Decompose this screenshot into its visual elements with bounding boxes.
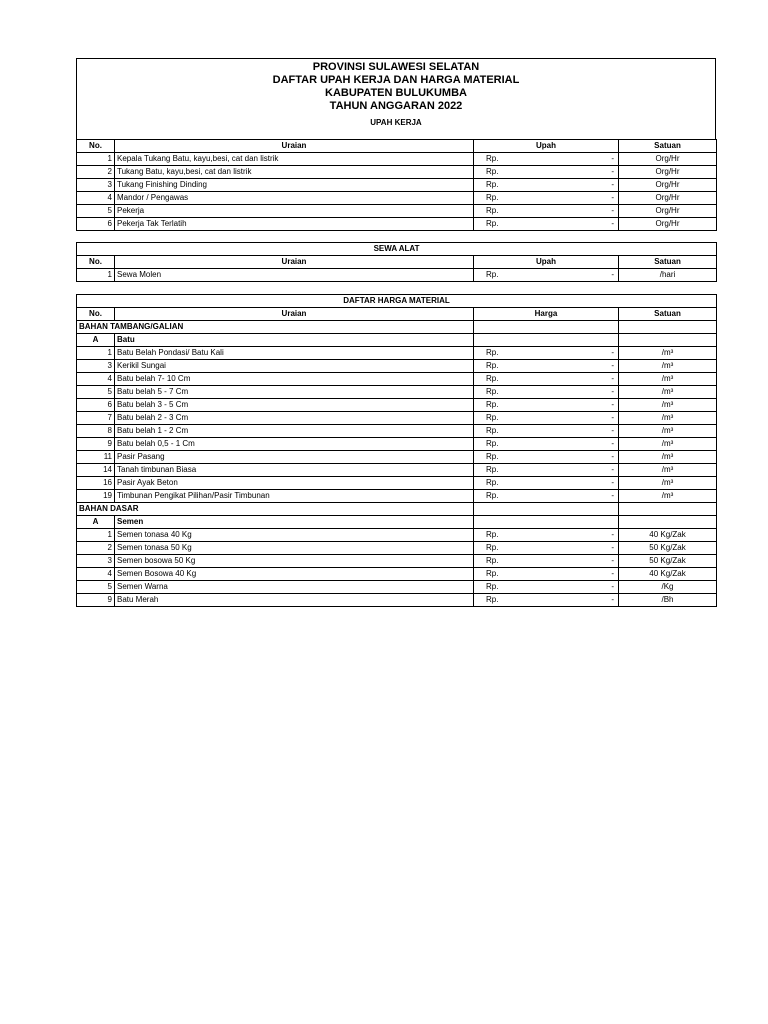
row-number: 5 — [77, 581, 115, 594]
empty-cell — [474, 321, 619, 334]
unit-label: /m³ — [619, 477, 717, 490]
col-header-uraian: Uraian — [115, 140, 474, 153]
sewa-alat-title: SEWA ALAT — [77, 243, 717, 256]
price-value: - — [515, 218, 619, 231]
empty-cell — [619, 334, 717, 347]
row-description: Batu belah 7- 10 Cm — [115, 373, 474, 386]
empty-cell — [474, 503, 619, 516]
unit-label: /m³ — [619, 490, 717, 503]
unit-label: /m³ — [619, 464, 717, 477]
row-number: 4 — [77, 373, 115, 386]
price-value: - — [515, 529, 619, 542]
group-header-row — [77, 321, 717, 334]
col-header-upah: Upah — [474, 140, 619, 153]
row-number: 19 — [77, 490, 115, 503]
header-title: DAFTAR UPAH KERJA DAN HARGA MATERIAL — [272, 74, 520, 86]
unit-label: Org/Hr — [619, 166, 717, 179]
col-header-satuan: Satuan — [619, 308, 717, 321]
empty-cell — [474, 334, 619, 347]
material-table — [76, 294, 717, 607]
price-value: - — [515, 451, 619, 464]
unit-label: Org/Hr — [619, 192, 717, 205]
unit-label: 50 Kg/Zak — [619, 542, 717, 555]
table-row — [77, 386, 717, 399]
col-header-no: No. — [77, 308, 115, 321]
row-number: 4 — [77, 192, 115, 205]
table-row — [77, 192, 717, 205]
row-description: Mandor / Pengawas — [115, 192, 474, 205]
unit-label: Org/Hr — [619, 179, 717, 192]
row-description: Batu belah 2 - 3 Cm — [115, 412, 474, 425]
table-row — [77, 399, 717, 412]
unit-label: /m³ — [619, 412, 717, 425]
price-value: - — [515, 205, 619, 218]
row-description: Semen bosowa 50 Kg — [115, 555, 474, 568]
price-value: - — [515, 153, 619, 166]
currency-label: Rp. — [474, 477, 515, 490]
row-description: Batu belah 5 - 7 Cm — [115, 386, 474, 399]
sewa-alat-title-row — [77, 243, 717, 256]
row-description: Semen tonasa 40 Kg — [115, 529, 474, 542]
unit-label: /m³ — [619, 386, 717, 399]
table-row — [77, 568, 717, 581]
currency-label: Rp. — [474, 179, 515, 192]
subgroup-header-row — [77, 516, 717, 529]
col-header-satuan: Satuan — [619, 140, 717, 153]
table-row — [77, 555, 717, 568]
currency-label: Rp. — [474, 581, 515, 594]
currency-label: Rp. — [474, 542, 515, 555]
price-value: - — [515, 373, 619, 386]
material-title: DAFTAR HARGA MATERIAL — [77, 295, 717, 308]
row-number: 2 — [77, 166, 115, 179]
currency-label: Rp. — [474, 153, 515, 166]
row-description: Pasir Pasang — [115, 451, 474, 464]
row-number: 1 — [77, 529, 115, 542]
price-value: - — [515, 477, 619, 490]
row-description: Tukang Finishing Dinding — [115, 179, 474, 192]
empty-cell — [474, 516, 619, 529]
unit-label: /m³ — [619, 399, 717, 412]
currency-label: Rp. — [474, 218, 515, 231]
price-value: - — [515, 412, 619, 425]
header-year: TAHUN ANGGARAN 2022 — [329, 100, 463, 112]
unit-label: /m³ — [619, 451, 717, 464]
empty-cell — [619, 516, 717, 529]
table-row — [77, 205, 717, 218]
col-header-uraian: Uraian — [115, 256, 474, 269]
row-number: 9 — [77, 438, 115, 451]
col-header-no: No. — [77, 140, 115, 153]
row-description: Semen tonasa 50 Kg — [115, 542, 474, 555]
price-value: - — [515, 269, 619, 282]
currency-label: Rp. — [474, 451, 515, 464]
row-number: 16 — [77, 477, 115, 490]
table-row — [77, 347, 717, 360]
row-description: Semen Warna — [115, 581, 474, 594]
row-description: Batu Merah — [115, 594, 474, 607]
table-row — [77, 451, 717, 464]
subgroup-code: A — [77, 334, 115, 347]
price-value: - — [515, 166, 619, 179]
currency-label: Rp. — [474, 438, 515, 451]
table-row — [77, 477, 717, 490]
table-row — [77, 412, 717, 425]
document-header — [76, 58, 716, 139]
row-description: Timbunan Pengikat Pilihan/Pasir Timbunan — [115, 490, 474, 503]
row-description: Pekerja — [115, 205, 474, 218]
currency-label: Rp. — [474, 192, 515, 205]
row-number: 4 — [77, 568, 115, 581]
row-number: 5 — [77, 386, 115, 399]
unit-label: 40 Kg/Zak — [619, 568, 717, 581]
col-header-satuan: Satuan — [619, 256, 717, 269]
group-label: BAHAN DASAR — [77, 503, 474, 516]
header-province: PROVINSI SULAWESI SELATAN — [312, 61, 480, 73]
empty-cell — [619, 321, 717, 334]
col-header-no: No. — [77, 256, 115, 269]
sewa-header-row — [77, 256, 717, 269]
sewa-alat-sheet — [76, 242, 716, 282]
unit-label: 50 Kg/Zak — [619, 555, 717, 568]
price-value: - — [515, 425, 619, 438]
col-header-harga: Harga — [474, 308, 619, 321]
subgroup-label: Semen — [115, 516, 474, 529]
price-value: - — [515, 192, 619, 205]
material-sheet — [76, 294, 716, 607]
sewa-alat-table — [76, 242, 717, 282]
unit-label: /m³ — [619, 425, 717, 438]
row-description: Batu belah 3 - 5 Cm — [115, 399, 474, 412]
unit-label: /m³ — [619, 360, 717, 373]
price-value: - — [515, 360, 619, 373]
price-value: - — [515, 542, 619, 555]
price-value: - — [515, 464, 619, 477]
row-number: 14 — [77, 464, 115, 477]
row-number: 1 — [77, 269, 115, 282]
row-description: Batu belah 0,5 - 1 Cm — [115, 438, 474, 451]
group-header-row — [77, 503, 717, 516]
row-description: Sewa Molen — [115, 269, 474, 282]
row-description: Tukang Batu, kayu,besi, cat dan listrik — [115, 166, 474, 179]
subgroup-label: Batu — [115, 334, 474, 347]
row-number: 3 — [77, 360, 115, 373]
row-number: 9 — [77, 594, 115, 607]
currency-label: Rp. — [474, 347, 515, 360]
currency-label: Rp. — [474, 490, 515, 503]
unit-label: /Kg — [619, 581, 717, 594]
currency-label: Rp. — [474, 386, 515, 399]
upah-header-row — [77, 140, 717, 153]
price-value: - — [515, 568, 619, 581]
group-label: BAHAN TAMBANG/GALIAN — [77, 321, 474, 334]
table-row — [77, 153, 717, 166]
row-number: 8 — [77, 425, 115, 438]
price-value: - — [515, 594, 619, 607]
row-description: Kerikil Sungai — [115, 360, 474, 373]
table-row — [77, 269, 717, 282]
currency-label: Rp. — [474, 555, 515, 568]
table-row — [77, 218, 717, 231]
unit-label: 40 Kg/Zak — [619, 529, 717, 542]
upah-kerja-sheet — [76, 58, 716, 231]
price-value: - — [515, 386, 619, 399]
material-header-row — [77, 308, 717, 321]
table-row — [77, 581, 717, 594]
unit-label: /hari — [619, 269, 717, 282]
currency-label: Rp. — [474, 425, 515, 438]
row-number: 3 — [77, 179, 115, 192]
price-value: - — [515, 581, 619, 594]
price-value: - — [515, 399, 619, 412]
material-title-row — [77, 295, 717, 308]
table-row — [77, 594, 717, 607]
header-regency: KABUPATEN BULUKUMBA — [325, 87, 467, 99]
row-number: 6 — [77, 399, 115, 412]
col-header-upah: Upah — [474, 256, 619, 269]
table-row — [77, 490, 717, 503]
unit-label: Org/Hr — [619, 218, 717, 231]
table-row — [77, 542, 717, 555]
table-row — [77, 464, 717, 477]
row-description: Batu Belah Pondasi/ Batu Kali — [115, 347, 474, 360]
unit-label: Org/Hr — [619, 205, 717, 218]
currency-label: Rp. — [474, 166, 515, 179]
currency-label: Rp. — [474, 269, 515, 282]
price-value: - — [515, 555, 619, 568]
upah-kerja-table — [76, 139, 717, 231]
table-row — [77, 179, 717, 192]
row-number: 11 — [77, 451, 115, 464]
currency-label: Rp. — [474, 464, 515, 477]
table-row — [77, 166, 717, 179]
row-number: 1 — [77, 153, 115, 166]
subgroup-code: A — [77, 516, 115, 529]
currency-label: Rp. — [474, 205, 515, 218]
row-description: Pekerja Tak Terlatih — [115, 218, 474, 231]
unit-label: /Bh — [619, 594, 717, 607]
currency-label: Rp. — [474, 360, 515, 373]
row-number: 3 — [77, 555, 115, 568]
row-description: Pasir Ayak Beton — [115, 477, 474, 490]
price-value: - — [515, 438, 619, 451]
table-row — [77, 529, 717, 542]
row-description: Kepala Tukang Batu, kayu,besi, cat dan listrik — [115, 153, 474, 166]
col-header-uraian: Uraian — [115, 308, 474, 321]
unit-label: /m³ — [619, 347, 717, 360]
row-description: Semen Bosowa 40 Kg — [115, 568, 474, 581]
currency-label: Rp. — [474, 412, 515, 425]
table-row — [77, 425, 717, 438]
unit-label: Org/Hr — [619, 153, 717, 166]
row-description: Tanah timbunan Biasa — [115, 464, 474, 477]
row-description: Batu belah 1 - 2 Cm — [115, 425, 474, 438]
subgroup-header-row — [77, 334, 717, 347]
table-row — [77, 360, 717, 373]
unit-label: /m³ — [619, 438, 717, 451]
unit-label: /m³ — [619, 373, 717, 386]
price-value: - — [515, 347, 619, 360]
table-row — [77, 373, 717, 386]
table-row — [77, 438, 717, 451]
price-value: - — [515, 179, 619, 192]
row-number: 5 — [77, 205, 115, 218]
empty-cell — [619, 503, 717, 516]
price-value: - — [515, 490, 619, 503]
currency-label: Rp. — [474, 568, 515, 581]
currency-label: Rp. — [474, 529, 515, 542]
currency-label: Rp. — [474, 399, 515, 412]
row-number: 6 — [77, 218, 115, 231]
row-number: 2 — [77, 542, 115, 555]
currency-label: Rp. — [474, 373, 515, 386]
currency-label: Rp. — [474, 594, 515, 607]
row-number: 1 — [77, 347, 115, 360]
row-number: 7 — [77, 412, 115, 425]
upah-kerja-title: UPAH KERJA — [370, 118, 422, 127]
